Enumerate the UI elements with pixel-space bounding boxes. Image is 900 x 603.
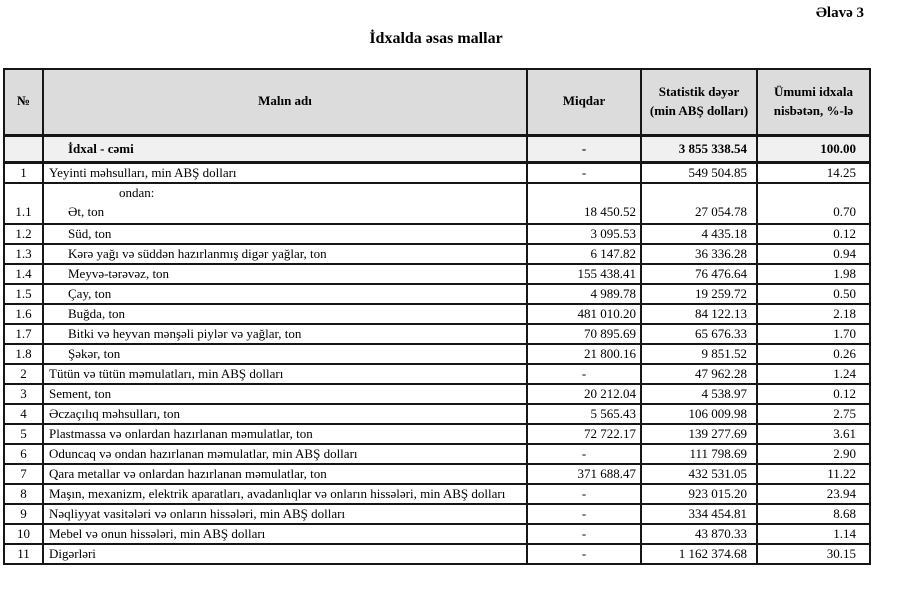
table-row xyxy=(4,284,870,304)
row-share: 23.94 xyxy=(757,484,870,504)
row-share: 2.18 xyxy=(757,304,870,324)
ondan-label: ondan: xyxy=(119,184,155,200)
row-name: Maşın, mexanizm, elektrik aparatları, avadanlıqlar və onların hissələri, min ABŞ dolları xyxy=(43,484,527,504)
row-share: 0.12 xyxy=(757,384,870,404)
row-quantity: 371 688.47 xyxy=(527,464,641,484)
row-name: Əczaçılıq məhsulları, ton xyxy=(43,404,527,424)
row-no: 10 xyxy=(4,524,43,544)
row-name: Kərə yağı və süddən hazırlanmış digər yağlar, ton xyxy=(43,244,527,264)
table-row xyxy=(4,404,870,424)
row-value: 65 676.33 xyxy=(641,324,757,344)
table-row xyxy=(4,183,870,224)
row-share: 2.75 xyxy=(757,404,870,424)
table-row xyxy=(4,304,870,324)
row-no: 4 xyxy=(4,404,43,424)
column-header-import-share: Ümumi idxala nisbətən, %-lə xyxy=(757,69,870,135)
row-quantity: 4 989.78 xyxy=(527,284,641,304)
row-value: 27 054.78 xyxy=(641,183,757,224)
row-name-text: Ət, ton xyxy=(68,203,105,219)
row-share: 14.25 xyxy=(757,162,870,183)
row-quantity: - xyxy=(527,524,641,544)
row-value: 139 277.69 xyxy=(641,424,757,444)
row-value: 4 538.97 xyxy=(641,384,757,404)
row-value: 432 531.05 xyxy=(641,464,757,484)
row-no: 1.3 xyxy=(4,244,43,264)
row-share: 1.98 xyxy=(757,264,870,284)
row-quantity: 21 800.16 xyxy=(527,344,641,364)
row-value: 549 504.85 xyxy=(641,162,757,183)
row-value: 3 855 338.54 xyxy=(641,135,757,162)
row-share: 0.26 xyxy=(757,344,870,364)
row-value: 4 435.18 xyxy=(641,224,757,244)
table-header-row xyxy=(4,69,870,135)
row-value: 923 015.20 xyxy=(641,484,757,504)
row-quantity: 18 450.52 xyxy=(527,183,641,224)
row-name: Buğda, ton xyxy=(43,304,527,324)
row-no: 1.2 xyxy=(4,224,43,244)
row-no: 5 xyxy=(4,424,43,444)
row-no: 1.6 xyxy=(4,304,43,324)
row-name: Süd, ton xyxy=(43,224,527,244)
row-no: 9 xyxy=(4,504,43,524)
page-title: İdxalda əsas mallar xyxy=(369,30,503,47)
row-share: 2.90 xyxy=(757,444,870,464)
table-row xyxy=(4,524,870,544)
row-no: 1.4 xyxy=(4,264,43,284)
row-share: 3.61 xyxy=(757,424,870,444)
table-row xyxy=(4,384,870,404)
row-value: 19 259.72 xyxy=(641,284,757,304)
row-no: 1.5 xyxy=(4,284,43,304)
row-quantity: 72 722.17 xyxy=(527,424,641,444)
row-value: 334 454.81 xyxy=(641,504,757,524)
row-quantity: - xyxy=(527,504,641,524)
row-quantity: 481 010.20 xyxy=(527,304,641,324)
row-no: 1.7 xyxy=(4,324,43,344)
row-name: Plastmassa və onlardan hazırlanan məmulatlar, ton xyxy=(43,424,527,444)
row-name: Mebel və onun hissələri, min ABŞ dolları xyxy=(43,524,527,544)
row-value: 9 851.52 xyxy=(641,344,757,364)
row-quantity: 5 565.43 xyxy=(527,404,641,424)
table-row xyxy=(4,464,870,484)
row-name: Nəqliyyat vasitələri və onların hissələri, min ABŞ dolları xyxy=(43,504,527,524)
row-no xyxy=(4,135,43,162)
table-row xyxy=(4,224,870,244)
table-row xyxy=(4,364,870,384)
row-share: 30.15 xyxy=(757,544,870,564)
row-value: 36 336.28 xyxy=(641,244,757,264)
row-no: 7 xyxy=(4,464,43,484)
row-no: 2 xyxy=(4,364,43,384)
row-value: 43 870.33 xyxy=(641,524,757,544)
row-quantity: 6 147.82 xyxy=(527,244,641,264)
imports-table xyxy=(3,68,871,565)
row-share: 1.24 xyxy=(757,364,870,384)
row-quantity: - xyxy=(527,135,641,162)
row-quantity: 155 438.41 xyxy=(527,264,641,284)
row-name: Meyvə-tərəvəz, ton xyxy=(43,264,527,284)
row-name: Qara metallar və onlardan hazırlanan məmulatlar, ton xyxy=(43,464,527,484)
row-value: 76 476.64 xyxy=(641,264,757,284)
row-name: Şəkər, ton xyxy=(43,344,527,364)
column-header-quantity: Miqdar xyxy=(527,69,641,135)
row-no: 1 xyxy=(4,162,43,183)
row-share: 1.70 xyxy=(757,324,870,344)
table-row xyxy=(4,264,870,284)
row-value: 111 798.69 xyxy=(641,444,757,464)
row-no: 3 xyxy=(4,384,43,404)
table-row xyxy=(4,424,870,444)
row-quantity: - xyxy=(527,484,641,504)
row-no: 6 xyxy=(4,444,43,464)
table-row xyxy=(4,344,870,364)
column-header-statistical-value: Statistik dəyər (min ABŞ dolları) xyxy=(641,69,757,135)
row-share: 8.68 xyxy=(757,504,870,524)
row-quantity: 3 095.53 xyxy=(527,224,641,244)
table-row xyxy=(4,324,870,344)
annex-label: Əlavə 3 xyxy=(815,5,864,21)
row-share: 0.12 xyxy=(757,224,870,244)
row-name: Digərləri xyxy=(43,544,527,564)
row-quantity: - xyxy=(527,444,641,464)
row-quantity: 70 895.69 xyxy=(527,324,641,344)
row-value: 106 009.98 xyxy=(641,404,757,424)
row-share: 1.14 xyxy=(757,524,870,544)
row-name: Tütün və tütün məmulatları, min ABŞ dolları xyxy=(43,364,527,384)
row-quantity: 20 212.04 xyxy=(527,384,641,404)
row-name: Bitki və heyvan mənşəli piylər və yağlar, ton xyxy=(43,324,527,344)
row-no: 1.1 xyxy=(4,183,43,224)
row-quantity: - xyxy=(527,364,641,384)
row-value: 1 162 374.68 xyxy=(641,544,757,564)
row-share: 0.70 xyxy=(757,183,870,224)
table-row xyxy=(4,444,870,464)
row-value: 47 962.28 xyxy=(641,364,757,384)
row-share: 11.22 xyxy=(757,464,870,484)
row-no: 8 xyxy=(4,484,43,504)
row-name: Çay, ton xyxy=(43,284,527,304)
table-row xyxy=(4,504,870,524)
row-quantity: - xyxy=(527,162,641,183)
row-quantity: - xyxy=(527,544,641,564)
column-header-no: № xyxy=(4,69,43,135)
row-no: 1.8 xyxy=(4,344,43,364)
table-row xyxy=(4,244,870,264)
table-row xyxy=(4,162,870,183)
column-header-name: Malın adı xyxy=(43,69,527,135)
table-row xyxy=(4,544,870,564)
row-share: 0.94 xyxy=(757,244,870,264)
row-share: 0.50 xyxy=(757,284,870,304)
row-name: Sement, ton xyxy=(43,384,527,404)
table-row-total xyxy=(4,135,870,162)
row-name: Yeyinti məhsulları, min ABŞ dolları xyxy=(43,162,527,183)
row-no: 11 xyxy=(4,544,43,564)
row-name: Oduncaq və ondan hazırlanan məmulatlar, min ABŞ dolları xyxy=(43,444,527,464)
table-row xyxy=(4,484,870,504)
row-value: 84 122.13 xyxy=(641,304,757,324)
row-share: 100.00 xyxy=(757,135,870,162)
row-name: İdxal - cəmi xyxy=(43,135,527,162)
row-name xyxy=(43,183,527,224)
